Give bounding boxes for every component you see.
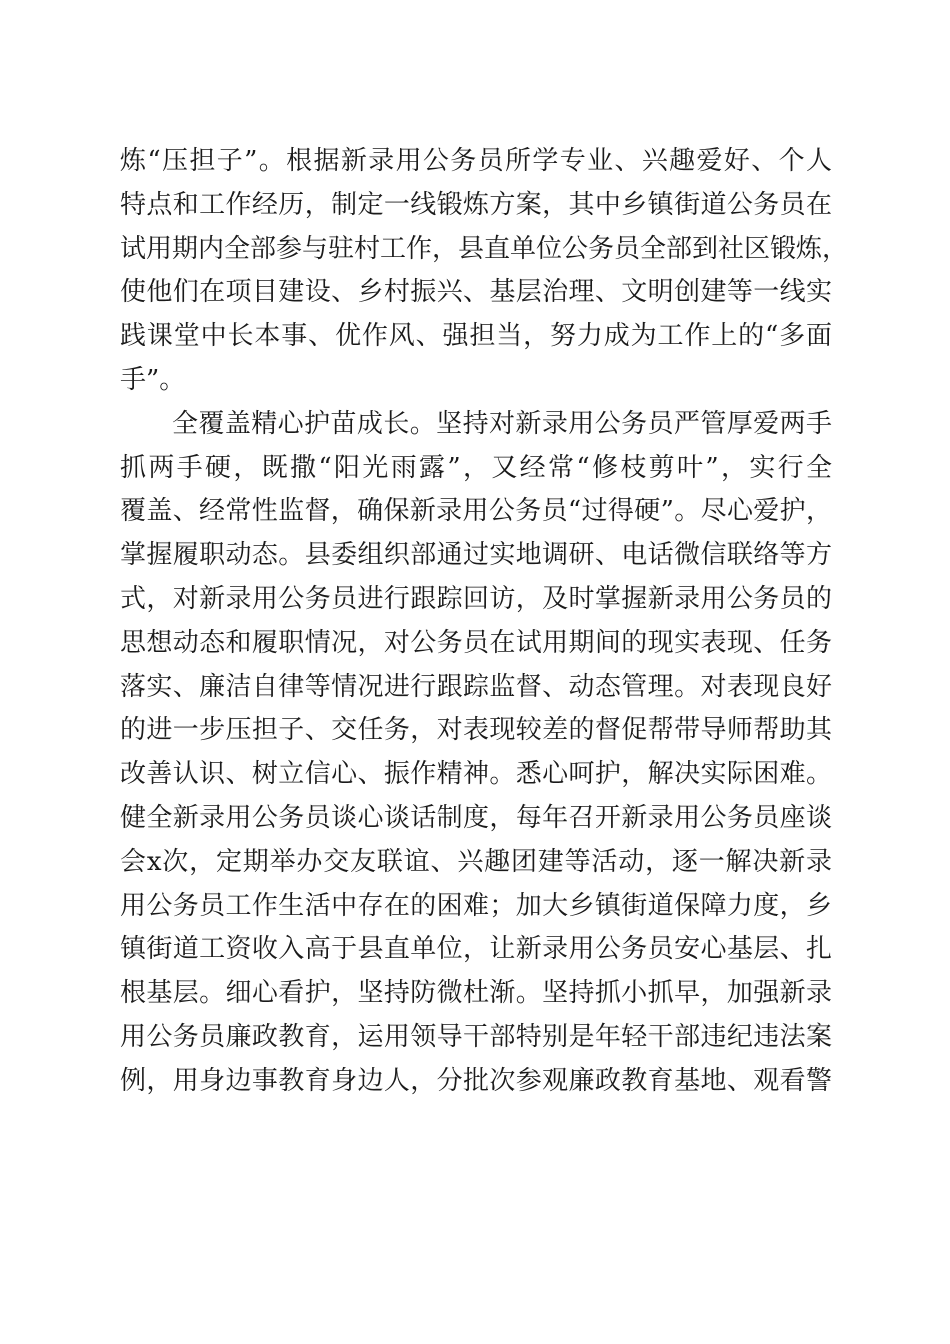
text-line: 的进一步压担子、交任务，对表现较差的督促帮带导师帮助其 xyxy=(120,715,832,746)
text-line: 践课堂中长本事、优作风、强担当，努力成为工作上的“多面 xyxy=(120,321,832,352)
text-line: 健全新录用公务员谈心谈话制度，每年召开新录用公务员座谈 xyxy=(120,802,832,833)
text-line: 用公务员工作生活中存在的困难；加大乡镇街道保障力度，乡 xyxy=(120,890,832,921)
text-line: 会x次，定期举办交友联谊、兴趣团建等活动，逐一解决新录 xyxy=(120,846,832,877)
text-line: 掌握履职动态。县委组织部通过实地调研、电话微信联络等方 xyxy=(120,540,832,571)
text-line: 根基层。细心看护，坚持防微杜渐。坚持抓小抓早，加强新录 xyxy=(120,978,832,1009)
text-line: 例，用身边事教育身边人，分批次参观廉政教育基地、观看警 xyxy=(120,1065,832,1096)
text-line: 手”。 xyxy=(120,364,186,395)
text-line: 落实、廉洁自律等情况进行跟踪监督、动态管理。对表现良好 xyxy=(120,671,832,702)
text-line: 抓两手硬，既撒“阳光雨露”，又经常“修枝剪叶”，实行全 xyxy=(120,452,832,483)
text-line: 炼“压担子”。根据新录用公务员所学专业、兴趣爱好、个人 xyxy=(120,146,832,176)
text-line: 改善认识、树立信心、振作精神。悉心呵护，解决实际困难。 xyxy=(120,759,832,790)
text-line: 用公务员廉政教育，运用领导干部特别是年轻干部违纪违法案 xyxy=(120,1021,832,1052)
text-line: 思想动态和履职情况，对公务员在试用期间的现实表现、任务 xyxy=(120,627,832,658)
text-line: 试用期内全部参与驻村工作，县直单位公务员全部到社区锻炼， xyxy=(120,233,849,264)
text-line: 镇街道工资收入高于县直单位，让新录用公务员安心基层、扎 xyxy=(120,934,832,965)
text-line: 式，对新录用公务员进行跟踪回访，及时掌握新录用公务员的 xyxy=(120,583,832,614)
text-line: 使他们在项目建设、乡村振兴、基层治理、文明创建等一线实 xyxy=(120,277,832,308)
text-line: 特点和工作经历，制定一线锻炼方案，其中乡镇街道公务员在 xyxy=(120,189,832,220)
paragraph-start-line: 全覆盖精心护苗成长。坚持对新录用公务员严管厚爱两手 xyxy=(172,408,832,439)
text-line: 覆盖、经常性监督，确保新录用公务员“过得硬”。尽心爱护， xyxy=(120,496,832,527)
body-text xyxy=(120,140,849,1104)
